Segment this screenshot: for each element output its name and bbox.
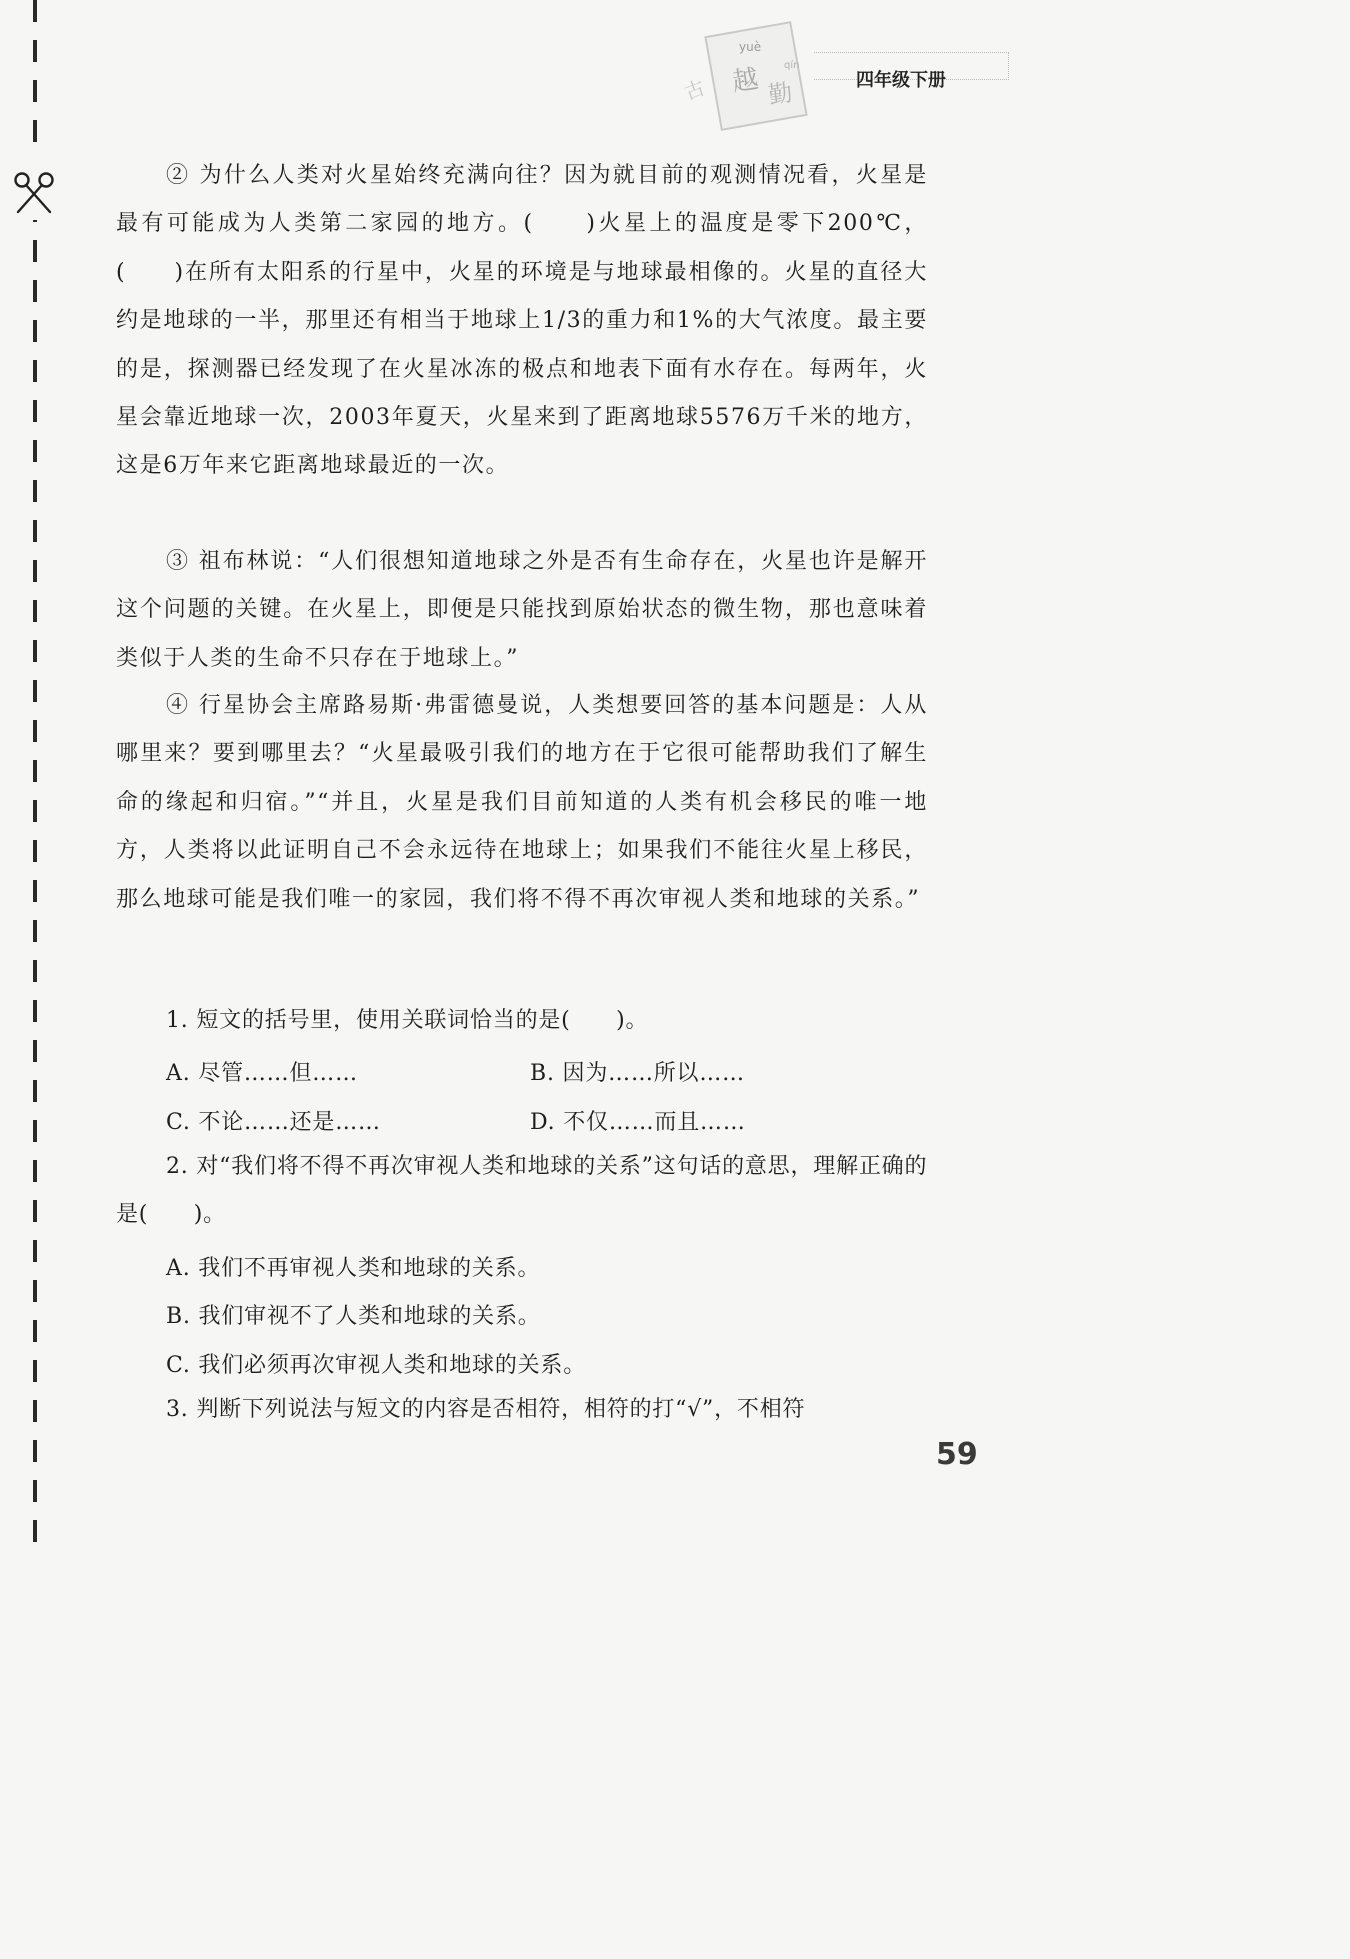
question-1-option-a[interactable]: A. 尽管……但…… bbox=[166, 1061, 358, 1086]
question-2-option-c[interactable]: C. 我们必须再次审视人类和地球的关系。 bbox=[166, 1353, 587, 1378]
logo-char-2: 勤 bbox=[766, 78, 795, 110]
paragraph-3: ③ 祖布林说：“人们很想知道地球之外是否有生命存在，火星也许是解开这个问题的关键。在火星上，即便是只能找到原始状态的微生物，那也意味着类似于人类的生命不只存在于地球上。” bbox=[116, 549, 928, 671]
question-2-option-a[interactable]: A. 我们不再审视人类和地球的关系。 bbox=[166, 1256, 541, 1281]
cut-line bbox=[33, 0, 37, 1548]
question-3-stem: 3. 判断下列说法与短文的内容是否相符，相符的打“√”，不相符 bbox=[166, 1397, 806, 1422]
question-1-option-d[interactable]: D. 不仅……而且…… bbox=[530, 1110, 746, 1135]
question-1-stem: 1. 短文的括号里，使用关联词恰当的是( )。 bbox=[166, 1008, 649, 1033]
question-1-option-b[interactable]: B. 因为……所以…… bbox=[530, 1061, 745, 1086]
question-1-option-c[interactable]: C. 不论……还是…… bbox=[166, 1110, 381, 1135]
paragraph-4: ④ 行星协会主席路易斯·弗雷德曼说，人类想要回答的基本问题是：人从哪里来？要到哪里去？“火星最吸引我们的地方在于它很可能帮助我们了解生命的缘起和归宿。”“并且，火星是我们目前知道的人类有机会移民的唯一地方，人类将以此证明自己不会永远待在地球上；如果我们不能往火星上移民，那么地球可能是我们唯一的家园，我们将不得不再次审视人类和地球的关系。” bbox=[116, 693, 928, 912]
scissors-icon bbox=[12, 168, 56, 216]
grade-label: 四年级下册 bbox=[856, 70, 946, 91]
logo-char-1: 越 bbox=[730, 64, 761, 98]
page-number: 59 bbox=[936, 1437, 978, 1472]
question-2-stem: 2. 对“我们将不得不再次审视人类和地球的关系”这句话的意思，理解正确的是( )。 bbox=[116, 1154, 928, 1228]
paragraph-2: ② 为什么人类对火星始终充满向往？因为就目前的观测情况看，火星是最有可能成为人类第二家园的地方。( )火星上的温度是零下200℃，( )在所有太阳系的行星中，火星的环境是与地球最相像的。火星的直径大约是地球的一半，那里还有相当于地球上1/3的重力和1%的大气浓度。最主要的是，探测器已经发现了在火星冰冻的极点和地表下面有水存在。每两年，火星会靠近地球一次，2003年夏天，火星来到了距离地球5576万千米的地方，这是6万年来它距离地球最近的一次。 bbox=[116, 163, 928, 479]
brand-logo: 古 yuè qín 越 勤 bbox=[682, 18, 822, 128]
question-2-option-b[interactable]: B. 我们审视不了人类和地球的关系。 bbox=[166, 1304, 541, 1329]
